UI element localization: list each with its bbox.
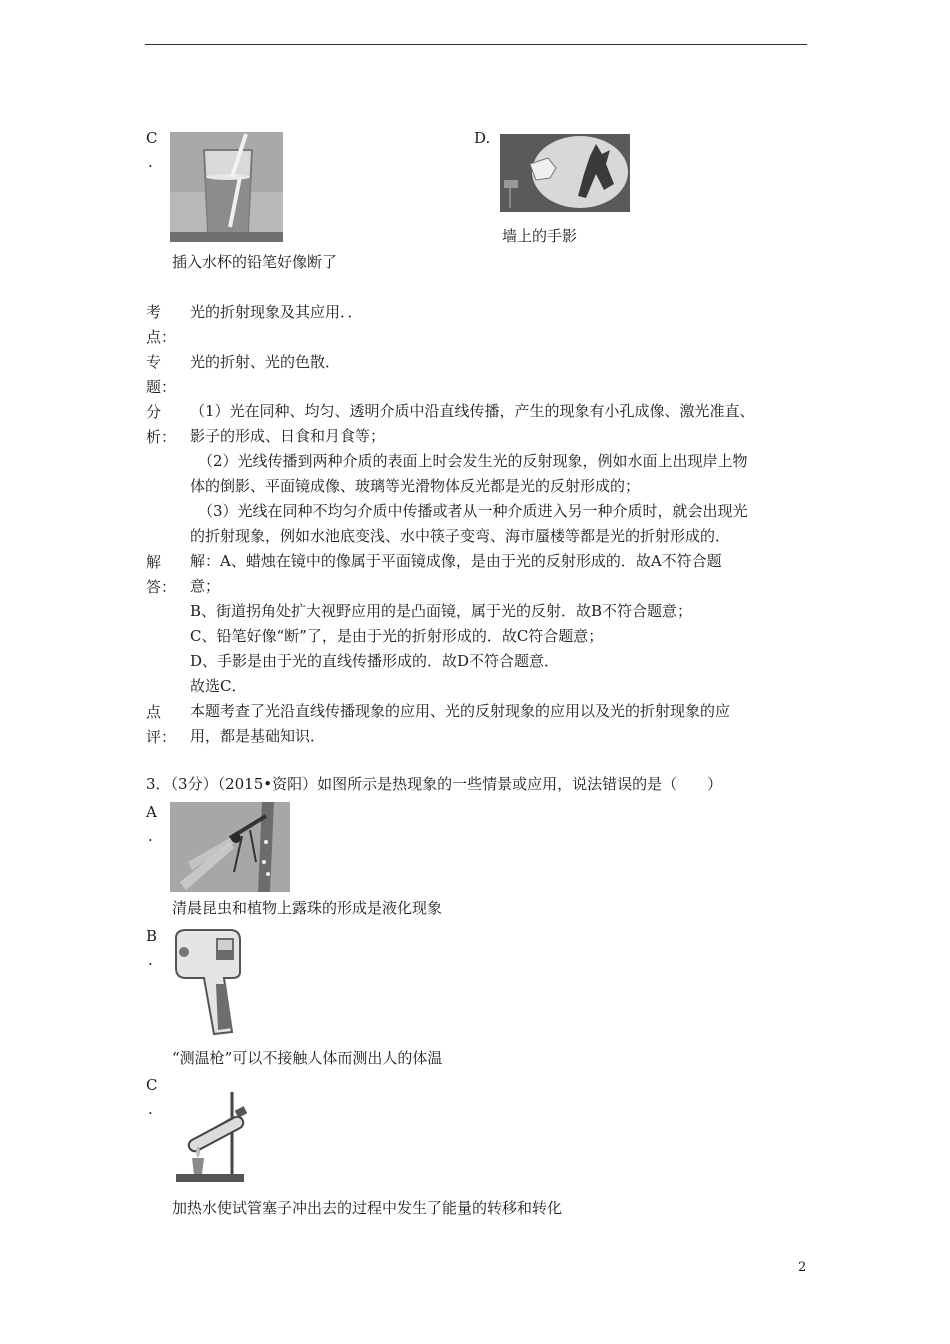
hand-shadow-image bbox=[500, 134, 630, 212]
jieda-line: 故选C． bbox=[190, 677, 247, 695]
fenxi-line: 的折射现象，例如水池底变浅、水中筷子变弯、海市蜃楼等都是光的折射形成的． bbox=[190, 527, 731, 545]
jieda-line: D、手影是由于光的直线传播形成的．故D不符合题意． bbox=[190, 652, 560, 670]
jieda-line: 意； bbox=[190, 577, 221, 595]
kaodian-label-1: 考 bbox=[146, 303, 162, 321]
dew-insect-image bbox=[170, 802, 290, 892]
q3-stem: 3．（3分）（2015•资阳）如图所示是热现象的一些情景或应用，说法错误的是（ ） bbox=[146, 775, 723, 793]
q3-option-c-caption: 加热水使试管塞子冲出去的过程中发生了能量的转移和转化 bbox=[172, 1199, 563, 1217]
option-c-dot: . bbox=[148, 153, 153, 171]
dianping-line: 本题考查了光沿直线传播现象的应用、光的反射现象的应用以及光的折射现象的应 bbox=[190, 702, 731, 720]
zhuanti-label-1: 专 bbox=[146, 353, 162, 371]
jieda-line: C、铅笔好像“断”了，是由于光的折射形成的．故C符合题意； bbox=[190, 627, 604, 645]
q3-option-a-dot: . bbox=[148, 827, 153, 845]
option-c-caption: 插入水杯的铅笔好像断了 bbox=[172, 253, 338, 271]
thermometer-gun-image bbox=[170, 928, 242, 1036]
option-d-caption: 墙上的手影 bbox=[502, 227, 578, 245]
dianping-label-2: 评： bbox=[146, 728, 177, 746]
option-c-letter: C bbox=[146, 129, 158, 147]
fenxi-line: （3）光线在同种不均匀介质中传播或者从一种介质进入另一种介质时，就会出现光 bbox=[198, 502, 748, 520]
dianping-line: 用，都是基础知识． bbox=[190, 727, 326, 745]
fenxi-line: （2）光线传播到两种介质的表面上时会发生光的反射现象，例如水面上出现岸上物 bbox=[198, 452, 748, 470]
zhuanti-text: 光的折射、光的色散． bbox=[190, 353, 341, 371]
header-rule bbox=[145, 44, 807, 45]
option-d-letter: D. bbox=[474, 129, 491, 147]
q3-option-b-letter: B bbox=[146, 927, 158, 945]
pencil-in-water-image bbox=[170, 132, 283, 242]
fenxi-label-2: 析： bbox=[146, 428, 177, 446]
heating-test-tube-image bbox=[172, 1088, 252, 1184]
kaodian-label-2: 点： bbox=[146, 328, 177, 346]
q3-option-b-dot: . bbox=[148, 951, 153, 969]
dianping-body bbox=[190, 699, 730, 749]
q3-option-a-letter: A bbox=[146, 803, 157, 821]
q3-option-a-caption: 清晨昆虫和植物上露珠的形成是液化现象 bbox=[172, 899, 443, 917]
kaodian-text: 光的折射现象及其应用．． bbox=[190, 303, 363, 321]
jieda-line: B、街道拐角处扩大视野应用的是凸面镜，属于光的反射．故B不符合题意； bbox=[190, 602, 693, 620]
fenxi-line: 体的倒影、平面镜成像、玻璃等光滑物体反光都是光的反射形成的； bbox=[190, 477, 641, 495]
q3-option-c-letter: C bbox=[146, 1076, 158, 1094]
jieda-line: 解：A、蜡烛在镜中的像属于平面镜成像，是由于光的反射形成的．故A不符合题 bbox=[190, 552, 722, 570]
fenxi-label-1: 分 bbox=[146, 403, 162, 421]
q3-option-b-caption: “测温枪”可以不接触人体而测出人的体温 bbox=[172, 1049, 443, 1067]
q3-option-c-dot: . bbox=[148, 1100, 153, 1118]
page-number: 2 bbox=[798, 1260, 807, 1275]
jieda-label-2: 答： bbox=[146, 578, 177, 596]
fenxi-line: （1）光在同种、均匀、透明介质中沿直线传播，产生的现象有小孔成像、激光准直、 bbox=[190, 402, 755, 420]
fenxi-body bbox=[190, 399, 755, 549]
fenxi-line: 影子的形成、日食和月食等； bbox=[190, 427, 386, 445]
zhuanti-label-2: 题： bbox=[146, 378, 177, 396]
jieda-label-1: 解 bbox=[146, 553, 162, 571]
dianping-label-1: 点 bbox=[146, 703, 162, 721]
jieda-body bbox=[190, 549, 722, 699]
